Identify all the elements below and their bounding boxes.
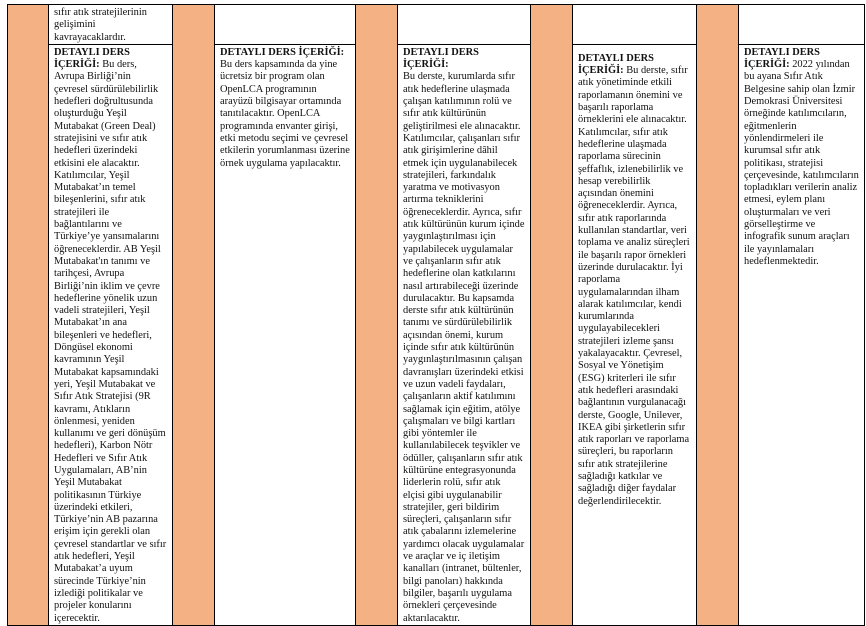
course-detail-cell — [739, 44, 865, 625]
accent-column — [531, 5, 573, 626]
accent-column — [356, 5, 398, 626]
table-row-top — [8, 5, 865, 45]
course-detail-cell — [49, 44, 173, 625]
cell-heading: DETAYLI DERS İÇERİĞİ: — [744, 46, 820, 71]
course-content-table — [7, 4, 865, 626]
course-detail-cell — [398, 44, 531, 625]
table-cell — [739, 5, 865, 45]
table-cell — [49, 5, 173, 45]
cell-body: Bu ders, Avrupa Birliği’nin çevresel sürdürülebilirlik hedefleri doğrultusunda oluşturduğu Yeşil Mutabakat (Green Deal) stratejisini ve sıfır atık hedefleri üzerindeki etkisini ele alacaktır. Katılımcılar, Yeşil Mutabakat’ın temel bileşenlerini, sıfır atık stratejileri ile bağlantılarını ve Türkiye’ye yansımalarını öğreneceklerdir. AB Yeşil Mutabakat'ın tanımı ve tarihçesi, Avrupa Birliği’nin iklim ve çevre hedeflerine yönelik uzun vadeli stratejileri, Yeşil Mutabakat’ın ana bileşenleri ve hedefleri, Döngüsel ekonomi kavramının Yeşil Mutabakat kapsamındaki yeri, Yeşil Mutabakat ve Sıfır Atık Stratejisi (9R kavramı, Atıkların önlenmesi, yeniden kullanımı ve geri dönüşüm hedefleri), Karbon Nötr Hedefleri ve Sıfır Atık Uygulamaları, AB’nin Yeşil Mutabakat politikasının Türkiye üzerindeki etkileri, Türkiye’nin AB pazarına erişim için gerekli olan çevresel standartlar ve sıfır atık hedefleri, Yeşil Mutabakat’a uyum sürecinde Türkiye’nin izlediği politikalar ve projeler konularını içerecektir. — [54, 59, 167, 624]
cell-heading: DETAYLI DERS İÇERİĞİ: — [403, 46, 479, 71]
cell-body: 2022 yılından bu ayana Sıfır Atık Belgesine sahip olan İzmir Demokrasi Üniversitesi örneğinde katılımcıların, eğitmenlerin yönlendirmeleri ile kurumsal sıfır atık politikası, stratejisi çerçevesinde, katılımcıların topladıkları verilerin analiz etmesi, eylem planı oluşturmaları ve veri görselleştirme ve infografik sunum araçları ile yayınlamaları hedeflenmektedir. — [744, 59, 859, 267]
accent-column — [697, 5, 739, 626]
cell-body: Bu ders kapsamında da yine ücretsiz bir program olan OpenLCA programının arayüzü bilgisayar ortamında tanıtılacaktır. OpenLCA programında envanter girişi, etki metodu seçimi ve çevresel etkilerin yorumlanması üzerine örnek uygulama yapılacaktır. — [220, 59, 350, 169]
course-detail-cell — [573, 44, 697, 625]
cell-heading: DETAYLI DERS İÇERİĞİ: — [220, 46, 345, 58]
cell-body: Bu derste, sıfır atık yönetiminde etkili raporlamanın önemini ve başarılı raporlama örneklerini ele alınacaktır. Katılımcılar, sıfır atık hedeflerine ulaşmada raporlama sürecinin şeffaflık, izlenebilirlik ve hesap verebilirlik açısından önemini öğreneceklerdir. Ayrıca, sıfır atık raporlarında kullanılan standartlar, veri toplama ve analiz süreçleri ile başarılı rapor örnekleri üzerinde durulacaktır. İyi raporlama uygulamalarından ilham alarak katılımcılar, kendi kurumlarında uygulayabilecekleri stratejileri izleme şansı yakalayacaktır. Çevresel, Sosyal ve Yönetişim (ESG) kriterleri ile sıfır atık hedefleri arasındaki bağlantının vurgulanacağı derste, Google, Unilever, IKEA gibi şirketlerin sıfır atık raporları ve raporlama süreçleri, bu raporların sıfır atık stratejilerine sağladığı katkılar ve sağladığı diğer faydalar değerlendirilecektir. — [578, 65, 690, 507]
course-detail-cell — [215, 44, 356, 625]
table-cell — [573, 5, 697, 45]
accent-column — [8, 5, 49, 626]
table-cell — [215, 5, 356, 45]
cell-body: Bu derste, kurumlarda sıfır atık hedeflerine ulaşmada çalışan katılımının rolü ve sıfır atık kültürünün geliştirilmesi ele alınacaktır. Katılımcılar, çalışanları sıfır atık girişimlerine dâhil etmek için uygulanabilecek stratejileri, farkındalık yaratma ve motivasyon artırma tekniklerini öğreneceklerdir. Ayrıca, sıfır atık kültürünün kurum içinde yaygınlaştırılması için yapılabilecek uygulamalar ve çalışanların sıfır atık hedeflerine olan katkılarını nasıl artırabileceği üzerinde durulacaktır. Bu kapsamda derste sıfır atık kültürünün tanımı ve sürdürülebilirlik açısından önemi, kurum içinde sıfır atık kültürünün yaygınlaştırılmasının çalışan davranışları üzerindeki etkisi ve uzun vadeli faydaları, çalışanların aktif katılımını sağlamak için eğitim, atölye çalışmaları ve bilgi kartları gibi yöntemler ile kullanılabilecek teşvikler ve ödüller, çalışanların sıfır atık kültürüne entegrasyonunda liderlerin rolü, sıfır atık elçisi gibi uygulanabilir stratejiler, geri bildirim süreçleri, çalışanların sıfır atık çabalarını izlemelerine yardımcı olacak uygulamalar ve araçlar ve iç iletişim kanalları (intranet, bültenler, bilgi panoları) hakkında bilgiler, başarılı uygulama örnekleri çerçevesinde aktarılacaktır. — [403, 71, 525, 624]
accent-column — [173, 5, 215, 626]
cell-heading: DETAYLI DERS İÇERİĞİ: — [54, 46, 130, 71]
table-cell — [398, 5, 531, 45]
cell-text: sıfır atık stratejilerinin gelişimini kavrayacaklardır. — [54, 7, 147, 43]
cell-heading: DETAYLI DERS İÇERİĞİ: — [578, 52, 654, 77]
